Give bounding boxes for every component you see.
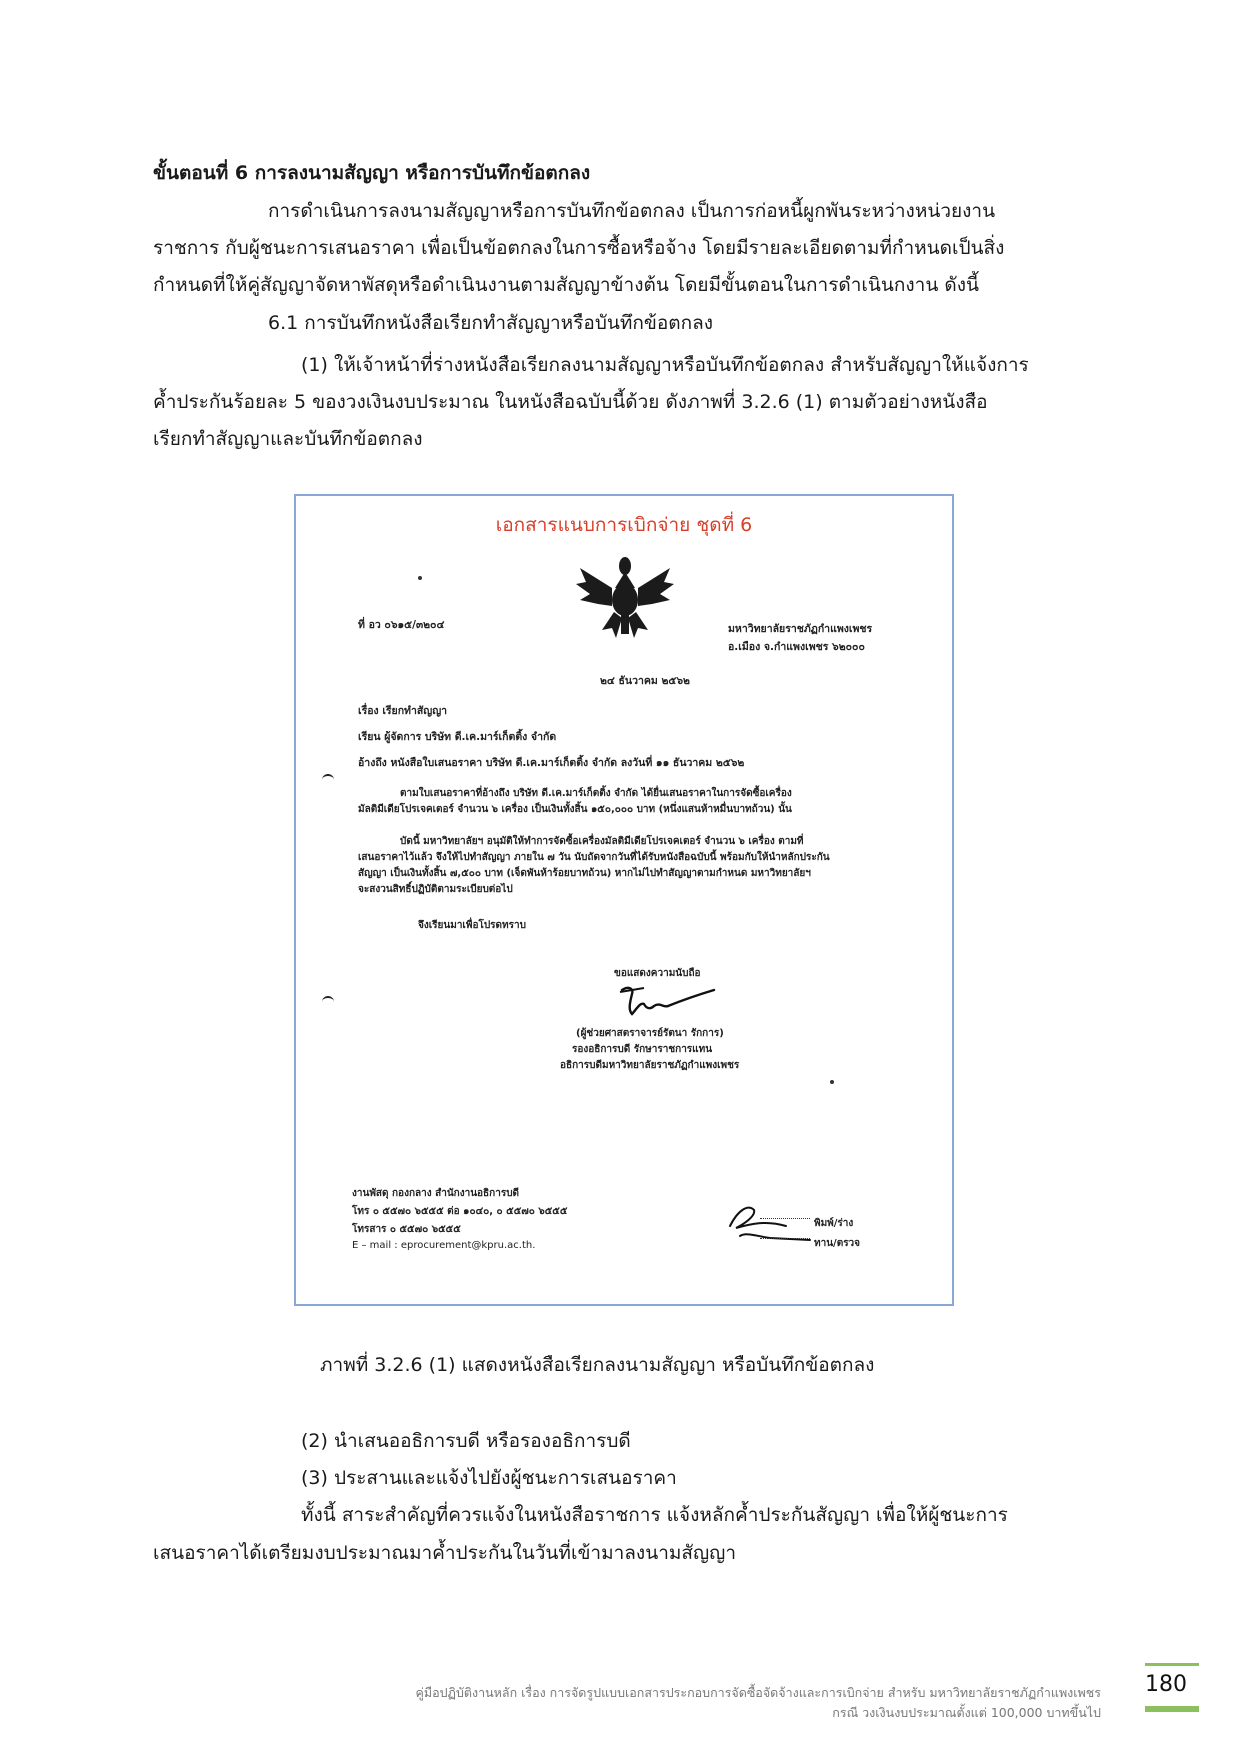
- office-email: E – mail : eprocurement@kpru.ac.th.: [352, 1240, 536, 1251]
- letter-body-line: บัดนี้ มหาวิทยาลัยฯ อนุมัติให้ทำการจัดซื้อเครื่องมัลติมีเดียโปรเจคเตอร์ จำนวน ๖ เครื่อง ตามที่: [400, 836, 804, 847]
- letter-date: ๒๔ ธันวาคม ๒๕๖๒: [600, 675, 690, 687]
- signature-icon: [614, 980, 722, 1024]
- letter-figure: [294, 494, 954, 1306]
- scan-speck: [830, 1080, 834, 1084]
- letter-body-line: เสนอราคาไว้แล้ว จึงให้ไปทำสัญญา ภายใน ๗ วัน นับถัดจากวันที่ได้รับหนังสือฉบับนี้ พร้อมกับให้นำหลักประกัน: [358, 852, 830, 863]
- letter-body-line: จะสงวนสิทธิ์ปฏิบัติตามระเบียบต่อไป: [358, 884, 513, 895]
- paragraph-line: (1) ให้เจ้าหน้าที่ร่างหนังสือเรียกลงนามสัญญาหรือบันทึกข้อตกลง สำหรับสัญญาให้แจ้งการ: [301, 354, 1029, 376]
- letter-body-line: สัญญา เป็นเงินทั้งสิ้น ๗,๕๐๐ บาท (เจ็ดพันห้าร้อยบาทถ้วน) หากไม่ไปทำสัญญาตามกำหนด มหาวิทยาลัยฯ: [358, 868, 811, 879]
- letter-subject: เรื่อง เรียกทำสัญญา: [358, 705, 448, 717]
- letter-regards: ขอแสดงความนับถือ: [614, 968, 701, 979]
- reference-number: ที่ อว ๐๖๑๕/๓๒๐๔: [358, 619, 445, 631]
- letter-body-line: ตามใบเสนอราคาที่อ้างถึง บริษัท ดี.เค.มาร์เก็ตติ้ง จำกัด ได้ยื่นเสนอราคาในการจัดซื้อเครื่อง: [400, 788, 792, 799]
- checker-line: [760, 1238, 810, 1239]
- hole-punch-mark: [322, 774, 334, 784]
- subsection-heading: 6.1 การบันทึกหนังสือเรียกทำสัญญาหรือบันทึกข้อตกลง: [268, 312, 714, 334]
- paragraph-line: ค้ำประกันร้อยละ 5 ของวงเงินงบประมาณ ในหนังสือฉบับนี้ด้วย ดังภาพที่ 3.2.6 (1) ตามตัวอย่างหนังสือ: [153, 391, 988, 413]
- section-heading: ขั้นตอนที่ 6 การลงนามสัญญา หรือการบันทึกข้อตกลง: [153, 162, 591, 184]
- paragraph-line: การดำเนินการลงนามสัญญาหรือการบันทึกข้อตกลง เป็นการก่อหนี้ผูกพันระหว่างหน่วยงาน: [268, 200, 996, 222]
- scan-speck: [418, 576, 422, 580]
- office-fax: โทรสาร ๐ ๕๕๗๐ ๖๕๕๕: [352, 1224, 461, 1235]
- organization-address: อ.เมือง จ.กำแพงเพชร ๖๒๐๐๐: [728, 641, 865, 653]
- checker-label: ทาน/ตรวจ: [814, 1238, 861, 1249]
- typist-line: [760, 1218, 810, 1219]
- paragraph-line: เสนอราคาได้เตรียมงบประมาณมาค้ำประกันในวันที่เข้ามาลงนามสัญญา: [153, 1542, 737, 1564]
- stamp-title: เอกสารแนบการเบิกจ่าย ชุดที่ 6: [495, 514, 753, 536]
- office-phone: โทร ๐ ๕๕๗๐ ๖๕๕๕ ต่อ ๑๐๔๐, ๐ ๕๕๗๐ ๖๕๕๕: [352, 1206, 568, 1217]
- paragraph-line: ทั้งนี้ สาระสำคัญที่ควรแจ้งในหนังสือราชการ แจ้งหลักค้ำประกันสัญญา เพื่อให้ผู้ชนะการ: [301, 1504, 1008, 1526]
- list-item: (3) ประสานและแจ้งไปยังผู้ชนะการเสนอราคา: [301, 1467, 677, 1489]
- signer-position: อธิการบดีมหาวิทยาลัยราชภัฏกำแพงเพชร: [560, 1060, 740, 1071]
- paragraph-line: เรียกทำสัญญาและบันทึกข้อตกลง: [153, 428, 423, 450]
- page-number-bar-top: [1145, 1663, 1199, 1666]
- paragraph-line: กำหนดที่ให้คู่สัญญาจัดหาพัสดุหรือดำเนินงานตามสัญญาข้างต้น โดยมีขั้นตอนในการดำเนินกงาน ดังนี้: [153, 274, 979, 296]
- organization-name: มหาวิทยาลัยราชภัฏกำแพงเพชร: [728, 623, 873, 635]
- hole-punch-mark: [322, 996, 334, 1006]
- signer-name: (ผู้ช่วยศาสตราจารย์รัตนา รักการ): [576, 1028, 724, 1039]
- paragraph-line: ราชการ กับผู้ชนะการเสนอราคา เพื่อเป็นข้อตกลงในการซื้อหรือจ้าง โดยมีรายละเอียดตามที่กำหนดเป็นสิ่ง: [153, 237, 1005, 259]
- signer-position: รองอธิการบดี รักษาราชการแทน: [572, 1044, 713, 1055]
- letter-reference: อ้างถึง หนังสือใบเสนอราคา บริษัท ดี.เค.มาร์เก็ตติ้ง จำกัด ลงวันที่ ๑๑ ธันวาคม ๒๕๖๒: [358, 757, 745, 769]
- letter-closing: จึงเรียนมาเพื่อโปรดทราบ: [418, 920, 526, 931]
- footer-line: กรณี วงเงินงบประมาณตั้งแต่ 100,000 บาทขึ้นไป: [832, 1705, 1101, 1720]
- typist-label: พิมพ์/ร่าง: [814, 1218, 854, 1229]
- figure-caption: ภาพที่ 3.2.6 (1) แสดงหนังสือเรียกลงนามสัญญา หรือบันทึกข้อตกลง: [320, 1354, 875, 1376]
- list-item: (2) นำเสนออธิการบดี หรือรองอธิการบดี: [301, 1430, 631, 1452]
- footer-line: คู่มือปฏิบัติงานหลัก เรื่อง การจัดรูปแบบเอกสารประกอบการจัดซื้อจัดจ้างและการเบิกจ่าย สำหรับ มหาวิทยาลัยราชภัฏกำแพงเพชร: [415, 1685, 1101, 1700]
- page-number: 180: [1145, 1672, 1187, 1697]
- page-number-bar-bottom: [1145, 1706, 1199, 1712]
- office-name: งานพัสดุ กองกลาง สำนักงานอธิการบดี: [352, 1188, 520, 1199]
- garuda-emblem-icon: [572, 554, 678, 640]
- letter-body-line: มัลติมีเดียโปรเจคเตอร์ จำนวน ๖ เครื่อง เป็นเงินทั้งสิ้น ๑๕๐,๐๐๐ บาท (หนึ่งแสนห้าหมื่นบาทถ้วน) นั้น: [358, 804, 792, 815]
- letter-recipient: เรียน ผู้จัดการ บริษัท ดี.เค.มาร์เก็ตติ้ง จำกัด: [358, 731, 557, 743]
